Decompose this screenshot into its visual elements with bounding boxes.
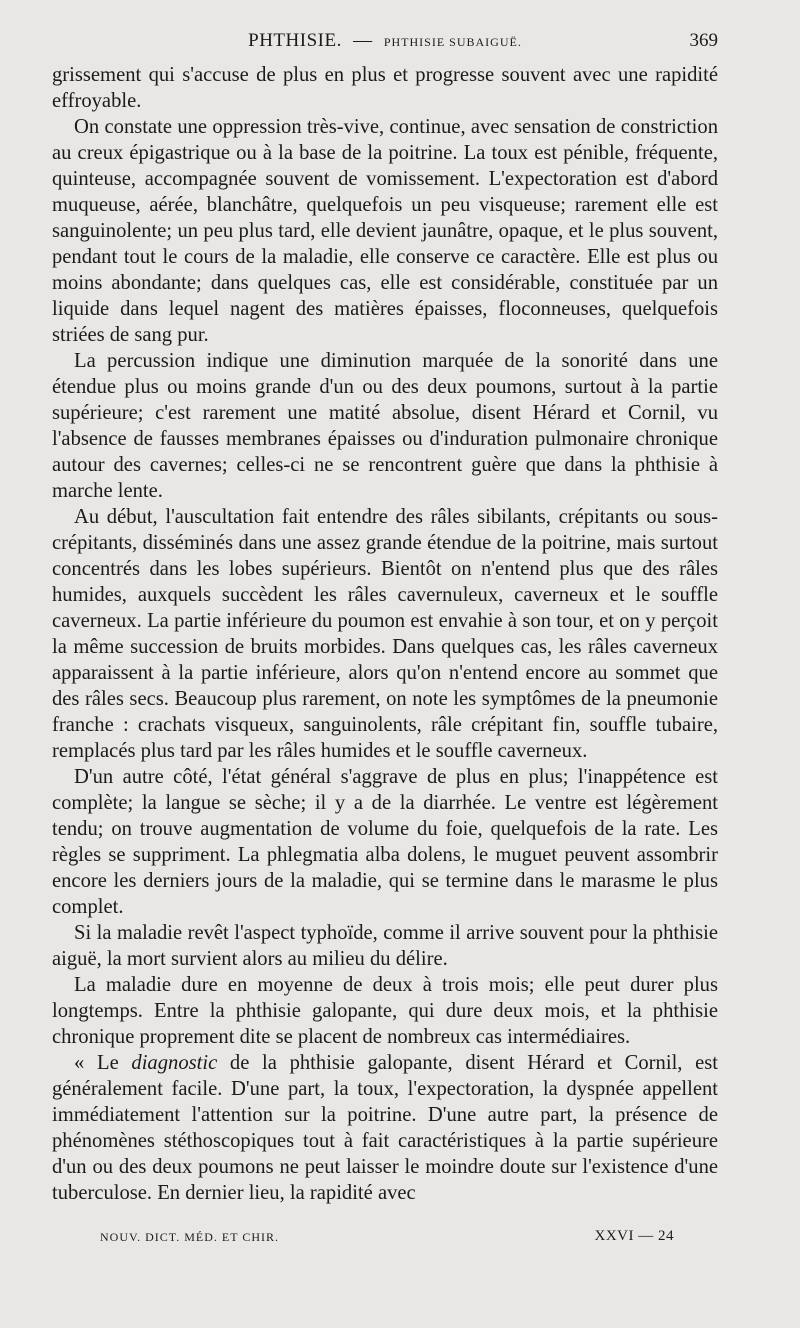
running-head	[52, 30, 718, 52]
diagnostic-open: « Le	[74, 1052, 132, 1074]
page-number: 369	[689, 30, 718, 51]
paragraph-typhoid: Si la maladie revêt l'aspect typhoïde, comme il arrive souvent pour la phthisie aiguë, la mort survient alors au milieu du délire.	[52, 922, 718, 970]
paragraph-general-state: D'un autre côté, l'état général s'aggrave de plus en plus; l'inappétence est complète; la langue se sèche; il y a de la diarrhée. Le ventre est légèrement tendu; on trouve augmentation de volume du foie, quelquefois de la rate. Les règles se suppriment. La phlegmatia alba dolens, le muguet peuvent assombrir encore les derniers jours de la maladie, qui se termine dans le marasme le plus complet.	[52, 766, 718, 918]
running-head-dash: —	[353, 30, 373, 51]
body-text	[52, 62, 718, 1206]
paragraph-auscultation: Au début, l'auscultation fait entendre des râles sibilants, crépitants ou sous-crépitants, disséminés dans une assez grande étendue de la poitrine, mais surtout concentrés dans les lobes supérieurs. Bientôt on n'entend plus que des râles humides, auxquels succèdent les râles cavernuleux, caverneux et le souffle caverneux. La partie inférieure du poumon est envahie à son tour, et on y perçoit la même succession de bruits morbides. Dans quelques cas, les râles caverneux apparaissent à la partie inférieure, alors qu'on n'entend encore au sommet que des râles secs. Beaucoup plus rarement, on note les symptômes de la pneumonie franche : crachats visqueux, sanguinolents, râle crépitant fin, souffle tubaire, remplacés plus tard par les râles humides et le souffle caverneux.	[52, 506, 718, 762]
paragraph-symptoms: On constate une oppression très-vive, continue, avec sensation de constriction au creux épigastrique ou à la base de la poitrine. La toux est pénible, fréquente, quinteuse, accompagnée souvent de vomissement. L'expectoration est d'abord muqueuse, aérée, blanchâtre, quelquefois un peu visqueuse; rarement elle est sanguinolente; un peu plus tard, elle devient jaunâtre, opaque, et le plus souvent, pendant tout le cours de la maladie, elle conserve ce caractère. Elle est plus ou moins abondante; dans quelques cas, elle est considérable, constituée par un liquide dans lequel nagent des matières épaisses, floconneuses, quelquefois striées de sang pur.	[52, 116, 718, 346]
page-header	[52, 30, 718, 56]
diagnostic-rest: de la phthisie galopante, disent Hérard et Cornil, est généralement facile. D'une part, la toux, l'expectoration, la dyspnée appellent immédiatement l'attention sur la poitrine. D'une autre part, la présence de phénomènes stéthoscopiques tout à fait caractéristiques à la partie supérieure d'un ou des deux poumons ne peut laisser le moindre doute sur l'existence d'une tuberculose. En dernier lieu, la rapidité avec	[52, 1052, 718, 1204]
paragraph-diagnostic	[52, 1050, 718, 1206]
paragraph-continued: grissement qui s'accuse de plus en plus et progresse souvent avec une rapidité effroyable.	[52, 64, 718, 112]
footer-volume: XXVI — 24	[594, 1228, 674, 1244]
footer-signature: NOUV. DICT. MÉD. ET CHIR.	[100, 1230, 280, 1244]
paragraph-percussion: La percussion indique une diminution marquée de la sonorité dans une étendue plus ou moins grande d'un ou des deux poumons, surtout à la partie supérieure; c'est rarement une matité absolue, disent Hérard et Cornil, vu l'absence de fausses membranes épaisses ou d'induration pulmonaire chronique autour des cavernes; celles-ci ne se rencontrent guère que dans la phthisie à marche lente.	[52, 350, 718, 502]
running-head-subtitle: PHTHISIE SUBAIGUË.	[383, 35, 522, 49]
running-head-title: PHTHISIE.	[248, 30, 342, 51]
paragraph-duration: La maladie dure en moyenne de deux à trois mois; elle peut durer plus longtemps. Entre la phthisie galopante, qui dure deux mois, et la phthisie chronique proprement dite se placent de nombreux cas intermédiaires.	[52, 974, 718, 1048]
page-footer	[100, 1230, 674, 1250]
diagnostic-emphasis: diagnostic	[131, 1052, 218, 1074]
